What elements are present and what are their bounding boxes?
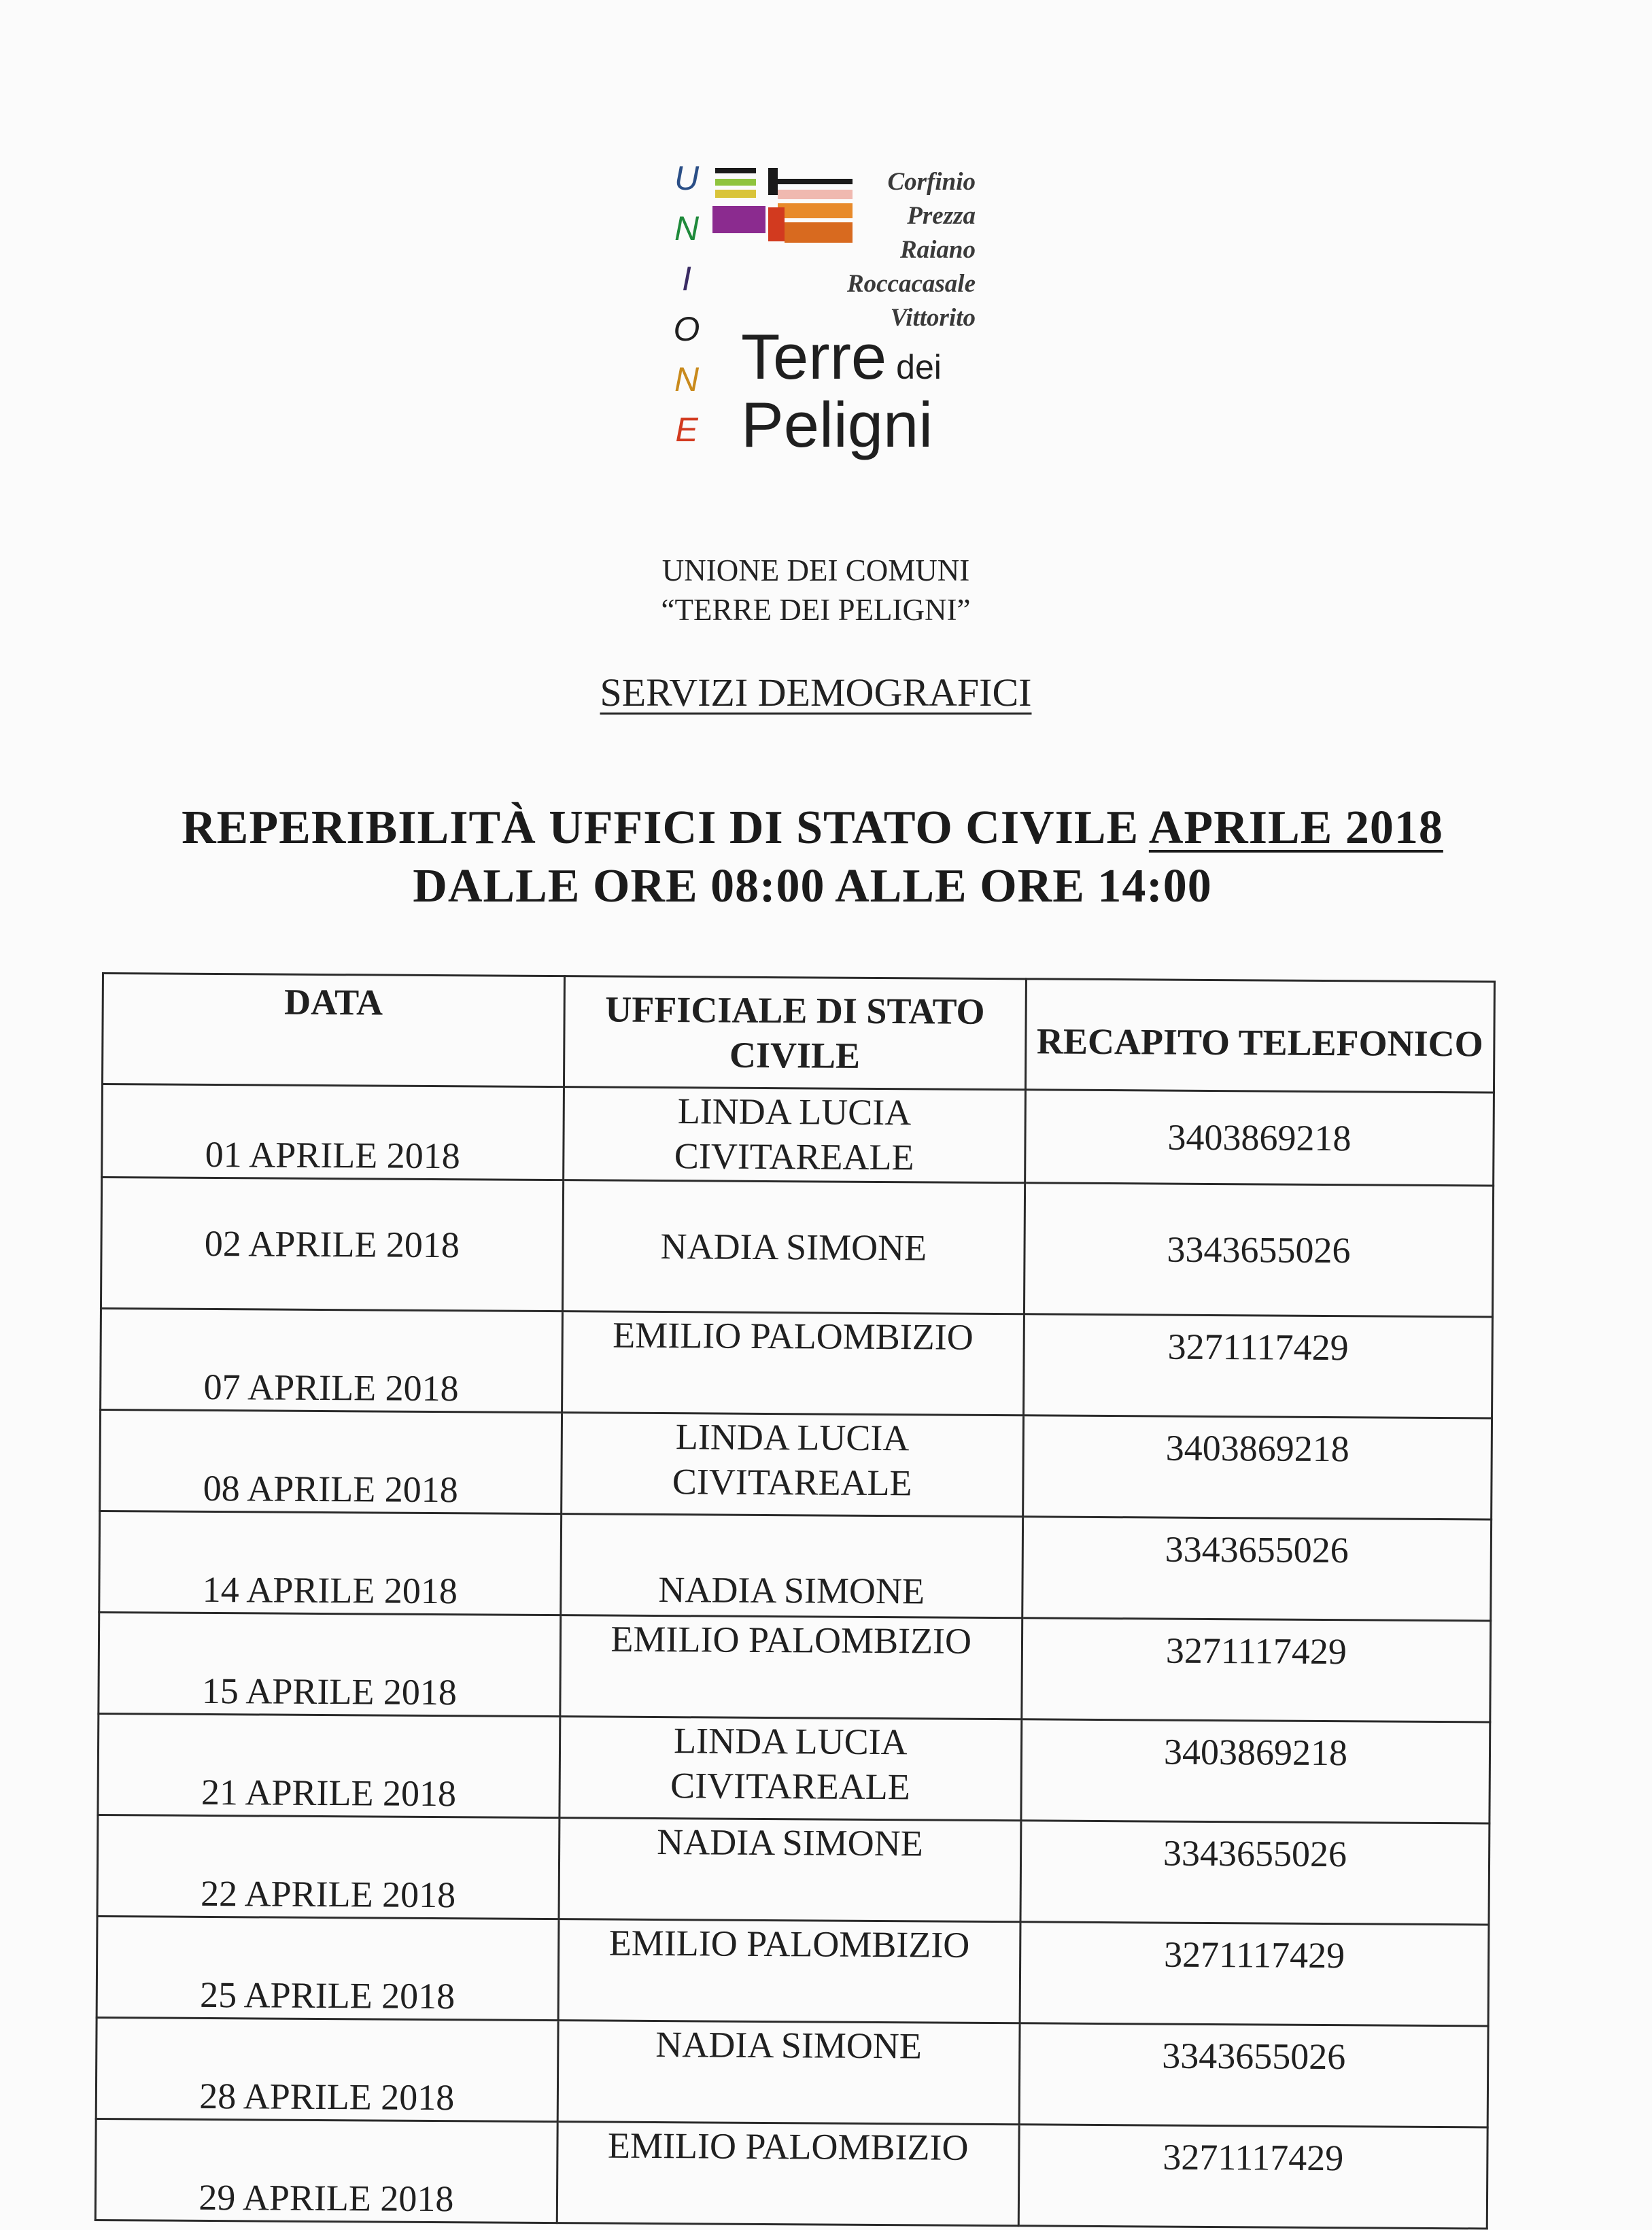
phone-cell: 3271117429 bbox=[1023, 1314, 1492, 1418]
logo-town: Corfinio bbox=[887, 168, 976, 196]
table-row bbox=[96, 2017, 1488, 2127]
logo-color-bars-icon bbox=[712, 165, 855, 267]
table-row bbox=[98, 1713, 1490, 1823]
phone-cell: 3403869218 bbox=[1025, 1090, 1494, 1186]
column-header-phone: RECAPITO TELEFONICO bbox=[1025, 979, 1494, 1093]
officer-cell: EMILIO PALOMBIZIO bbox=[557, 2122, 1019, 2226]
logo-letter: E bbox=[675, 411, 698, 449]
logo-brand-small: dei bbox=[896, 348, 942, 386]
union-logo bbox=[666, 153, 993, 473]
date-cell: 08 APRILE 2018 bbox=[100, 1409, 562, 1513]
phone-cell: 3403869218 bbox=[1021, 1719, 1490, 1823]
logo-brand-line2: Peligni bbox=[741, 389, 933, 460]
phone-cell: 3343655026 bbox=[1019, 2023, 1488, 2127]
officer-cell: NADIA SIMONE bbox=[562, 1180, 1025, 1314]
phone-cell: 3271117429 bbox=[1020, 1922, 1489, 2026]
date-cell: 29 APRILE 2018 bbox=[95, 2118, 557, 2223]
phone-cell: 3271117429 bbox=[1022, 1618, 1491, 1722]
officer-cell: NADIA SIMONE bbox=[557, 2021, 1020, 2125]
date-cell: 01 APRILE 2018 bbox=[102, 1084, 564, 1180]
phone-cell: 3343655026 bbox=[1024, 1183, 1493, 1317]
officer-cell: EMILIO PALOMBIZIO bbox=[558, 1919, 1020, 2023]
org-line: “TERRE DEI PELIGNI” bbox=[661, 593, 971, 627]
table-row bbox=[95, 2118, 1487, 2229]
logo-letter: U bbox=[674, 159, 700, 197]
table-row bbox=[101, 1178, 1493, 1318]
service-heading bbox=[0, 670, 1632, 715]
table-row bbox=[99, 1612, 1491, 1722]
logo-brand bbox=[741, 323, 942, 459]
logo-town: Prezza bbox=[907, 202, 976, 230]
logo-letter: I bbox=[682, 260, 691, 298]
phone-cell: 3343655026 bbox=[1022, 1517, 1492, 1621]
table-row bbox=[97, 1815, 1490, 1925]
logo-letter: O bbox=[673, 310, 700, 348]
logo-town: Roccacasale bbox=[846, 270, 976, 298]
officer-cell: LINDA LUCIA CIVITAREALE bbox=[560, 1717, 1022, 1821]
table-header-row bbox=[102, 974, 1494, 1093]
officer-cell: LINDA LUCIA CIVITAREALE bbox=[561, 1413, 1023, 1517]
document-title bbox=[0, 799, 1625, 916]
table-row bbox=[97, 1916, 1489, 2026]
date-cell: 02 APRILE 2018 bbox=[101, 1178, 563, 1311]
officer-cell: EMILIO PALOMBIZIO bbox=[562, 1311, 1024, 1416]
date-cell: 22 APRILE 2018 bbox=[97, 1815, 560, 1919]
column-header-officer: UFFICIALE DI STATO CIVILE bbox=[564, 976, 1026, 1090]
date-cell: 15 APRILE 2018 bbox=[99, 1612, 561, 1716]
officer-cell: NADIA SIMONE bbox=[559, 1818, 1021, 1922]
phone-cell: 3343655026 bbox=[1020, 1821, 1490, 1925]
date-cell: 21 APRILE 2018 bbox=[98, 1713, 560, 1817]
logo-letter: N bbox=[674, 209, 700, 247]
logo-letter: N bbox=[674, 360, 700, 398]
title-month: APRILE 2018 bbox=[1148, 802, 1443, 854]
phone-cell: 3403869218 bbox=[1022, 1416, 1492, 1520]
roster-table bbox=[94, 972, 1496, 2229]
officer-cell: EMILIO PALOMBIZIO bbox=[560, 1615, 1022, 1719]
officer-cell: LINDA LUCIA CIVITAREALE bbox=[563, 1087, 1025, 1183]
column-header-date: DATA bbox=[102, 974, 564, 1087]
logo-towns bbox=[847, 165, 976, 335]
title-text: REPERIBILITÀ UFFICI DI STATO CIVILE bbox=[182, 802, 1149, 854]
phone-cell: 3271117429 bbox=[1018, 2125, 1487, 2229]
organization-name bbox=[0, 551, 1632, 630]
date-cell: 14 APRILE 2018 bbox=[99, 1511, 562, 1615]
date-cell: 07 APRILE 2018 bbox=[101, 1308, 563, 1412]
title-line-2: DALLE ORE 08:00 ALLE ORE 14:00 bbox=[413, 860, 1212, 912]
table-row bbox=[100, 1409, 1492, 1520]
title-line-1 bbox=[0, 799, 1625, 857]
service-title: SERVIZI DEMOGRAFICI bbox=[600, 670, 1032, 715]
logo-town: Vittorito bbox=[890, 304, 976, 332]
table-row bbox=[101, 1308, 1493, 1418]
date-cell: 25 APRILE 2018 bbox=[97, 1916, 559, 2020]
officer-cell: NADIA SIMONE bbox=[560, 1514, 1022, 1618]
logo-town: Raiano bbox=[899, 236, 976, 264]
logo-brand-line1: Terre bbox=[741, 321, 887, 392]
table-row bbox=[99, 1511, 1492, 1621]
org-line: UNIONE DEI COMUNI bbox=[661, 553, 970, 587]
table-row bbox=[102, 1084, 1494, 1186]
date-cell: 28 APRILE 2018 bbox=[96, 2017, 558, 2121]
logo-vertical-word bbox=[666, 153, 707, 455]
